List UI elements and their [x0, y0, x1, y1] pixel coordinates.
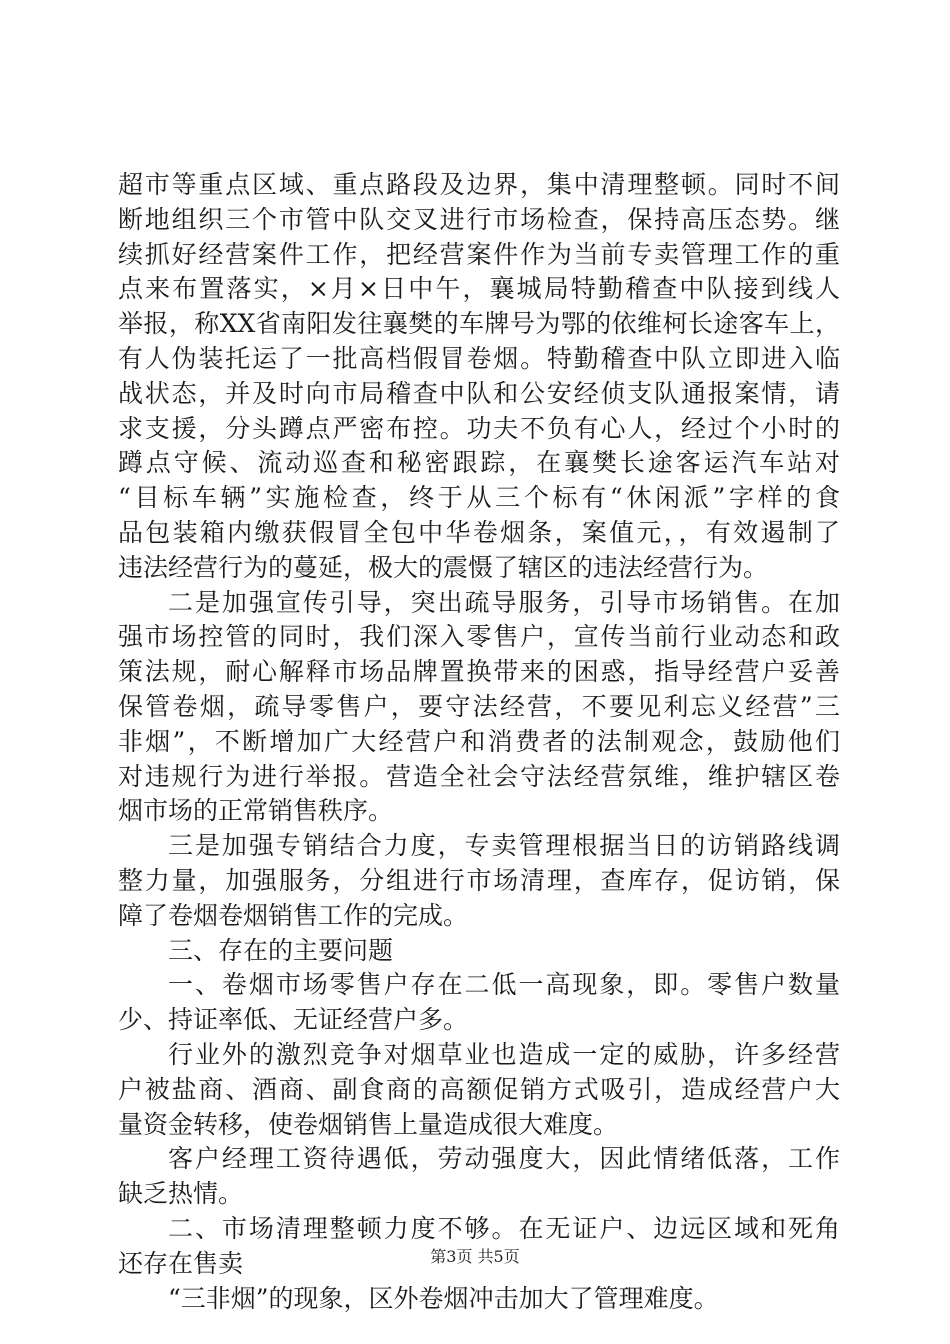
text-line: 保管卷烟，疏导零售户，要守法经营，不要见利忘义经营”三	[118, 691, 840, 721]
text-line: 策法规，耐心解释市场品牌置换带来的困惑，指导经营户妥善	[118, 657, 840, 687]
section-heading: 三、存在的主要问题	[168, 935, 394, 965]
text-line: 还存在售卖	[118, 1248, 244, 1278]
text-line: 蹲点守候、流动巡查和秘密跟踪，在襄樊长途客运汽车站对	[118, 448, 840, 478]
text-line: “目标车辆”实施检查，终于从三个标有“休闲派”字样的食	[118, 483, 840, 513]
text-line: 烟市场的正常销售秩序。	[118, 796, 394, 826]
text-line: 举报，称XX省南阳发往襄樊的车牌号为鄂的依维柯长途客车上，	[118, 309, 840, 339]
text-line: 有人伪装托运了一批高档假冒卷烟。特勤稽查中队立即进入临	[118, 343, 840, 373]
text-line: 非烟”，不断增加广大经营户和消费者的法制观念，鼓励他们	[118, 726, 840, 756]
text-line: 户被盐商、酒商、副食商的高额促销方式吸引，造成经营户大	[118, 1074, 840, 1104]
paragraph-start: 一、卷烟市场零售户存在二低一高现象，即。零售户数量	[168, 970, 840, 1000]
paragraph-start: 三是加强专销结合力度，专卖管理根据当日的访销路线调	[168, 831, 840, 861]
text-line: 求支援，分头蹲点严密布控。功夫不负有心人，经过个小时的	[118, 413, 840, 443]
page-number: 第3页 共5页	[430, 1247, 520, 1266]
text-line: 缺乏热情。	[118, 1179, 244, 1209]
document-body	[118, 168, 840, 1316]
text-line: 障了卷烟卷烟销售工作的完成。	[118, 900, 469, 930]
paragraph-start: 二是加强宣传引导，突出疏导服务，引导市场销售。在加	[168, 587, 840, 617]
text-line: 品包装箱内缴获假冒全包中华卷烟条，案值元，，有效遏制了	[118, 517, 840, 547]
text-line: 少、持证率低、无证经营户多。	[118, 1005, 469, 1035]
text-line: 点来布置落实，×月×日中午，襄城局特勤稽查中队接到线人	[118, 274, 840, 304]
text-line: 续抓好经营案件工作，把经营案件作为当前专卖管理工作的重	[118, 239, 840, 269]
text-line: 违法经营行为的蔓延，极大的震慑了辖区的违法经营行为。	[118, 552, 769, 582]
text-line: 超市等重点区域、重点路段及边界，集中清理整顿。同时不间	[118, 170, 840, 199]
text-line: 对违规行为进行举报。营造全社会守法经营氛维，维护辖区卷	[118, 761, 840, 791]
paragraph-start: 行业外的激烈竞争对烟草业也造成一定的威胁，许多经营	[168, 1039, 840, 1069]
text-line: 战状态，并及时向市局稽查中队和公安经侦支队通报案情，请	[118, 378, 840, 408]
paragraph-start: 二、市场清理整顿力度不够。在无证户、边远区域和死角	[168, 1213, 840, 1243]
text-line: 断地组织三个市管中队交叉进行市场检查，保持高压态势。继	[118, 204, 840, 234]
text-line: 强市场控管的同时，我们深入零售户，宣传当前行业动态和政	[118, 622, 840, 652]
text-line: 量资金转移，使卷烟销售上量造成很大难度。	[118, 1109, 619, 1139]
paragraph-start: 客户经理工资待遇低，劳动强度大，因此情绪低落，工作	[168, 1144, 840, 1174]
paragraph-start: “三非烟”的现象，区外卷烟冲击加大了管理难度。	[168, 1283, 719, 1313]
text-line: 整力量，加强服务，分组进行市场清理，查库存，促访销，保	[118, 865, 840, 895]
